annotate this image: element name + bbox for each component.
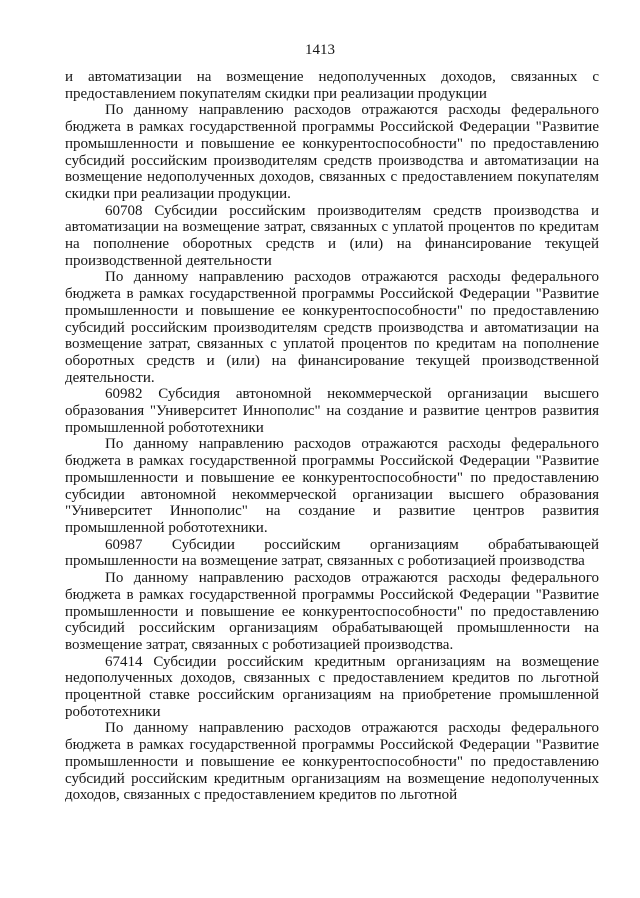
- paragraph: 60982 Субсидия автономной некоммерческой организации высшего образования "Университет Иннополис" на создание и развитие центров развития промышленной робототехники: [65, 386, 599, 436]
- paragraph: По данному направлению расходов отражаются расходы федерального бюджета в рамках государственной программы Российской Федерации "Развитие промышленности и повышение ее конкурентоспособности" по предоставлению субсидий российским организациям обрабатывающей промышленности на возмещение затрат, связанных с роботизацией производства.: [65, 570, 599, 653]
- paragraph: 60708 Субсидии российским производителям средств производства и автоматизации на возмещение затрат, связанных с уплатой процентов по кредитам на пополнение оборотных средств и (или) на финансирование текущей производственной деятельности: [65, 202, 599, 269]
- page-number: 1413: [305, 42, 335, 58]
- paragraph: 60987 Субсидии российским организациям обрабатывающей промышленности на возмещение затрат, связанных с роботизацией производства: [65, 536, 599, 570]
- paragraph: По данному направлению расходов отражаются расходы федерального бюджета в рамках государственной программы Российской Федерации "Развитие промышленности и повышение ее конкурентоспособности" по предоставлению субсидии автономной некоммерческой организации высшего образования "Университет Иннополис" на создание и развитие центров развития промышленной робототехники.: [65, 436, 599, 536]
- paragraph: По данному направлению расходов отражаются расходы федерального бюджета в рамках государственной программы Российской Федерации "Развитие промышленности и повышение ее конкурентоспособности" по предоставлению субсидий российским производителям средств производства и автоматизации на возмещение недополученных доходов, связанных с предоставлением покупателям скидки при реализации продукции.: [65, 102, 599, 202]
- paragraph: 67414 Субсидии российским кредитным организациям на возмещение недополученных доходов, связанных с предоставлением кредитов по льготной процентной ставке российским организациям на приобретение промышленной робототехники: [65, 653, 599, 720]
- paragraph: и автоматизации на возмещение недополученных доходов, связанных с предоставлением покупателям скидки при реализации продукции: [65, 69, 599, 102]
- paragraph: По данному направлению расходов отражаются расходы федерального бюджета в рамках государственной программы Российской Федерации "Развитие промышленности и повышение ее конкурентоспособности" по предоставлению субсидий российским кредитным организациям на возмещение недополученных доходов, связанных с предоставлением кредитов по льготной: [65, 720, 599, 804]
- paragraph: По данному направлению расходов отражаются расходы федерального бюджета в рамках государственной программы Российской Федерации "Развитие промышленности и повышение ее конкурентоспособности" по предоставлению субсидий российским производителям средств производства и автоматизации на возмещение затрат, связанных с уплатой процентов по кредитам на пополнение оборотных средств и (или) на финансирование текущей производственной деятельности.: [65, 269, 599, 386]
- document-body: [65, 69, 599, 804]
